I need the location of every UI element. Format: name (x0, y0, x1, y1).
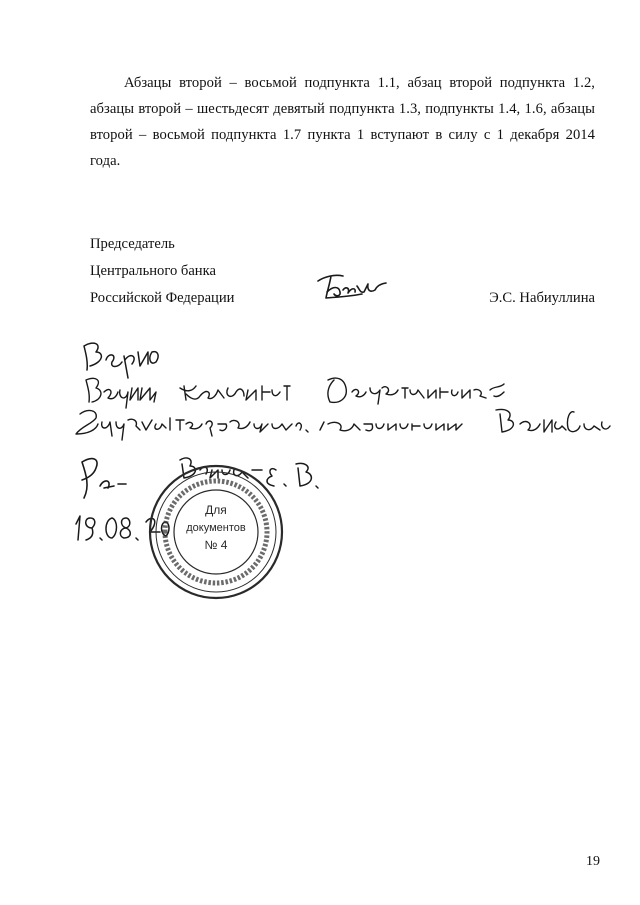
signatory-title-line-3: Российской Федерации (90, 290, 235, 306)
handwritten-line-department (76, 409, 610, 440)
stamp-text-line-2: документов (186, 522, 246, 534)
page-number: 19 (586, 854, 600, 869)
handwritten-line-position (86, 378, 504, 408)
stamp-text-line-3: № 4 (204, 538, 228, 552)
effective-date-paragraph: Абзацы второй – восьмой подпункта 1.1, абзац второй подпункта 1.2, абзацы второй – шестьдесят девятый подпункта 1.3, подпункты 1.4, 1.6, абзацы второй – восьмой подпункта 1.7 пункта 1 вступают в силу с 1 декабря 2014 года. (90, 75, 595, 169)
signatory-title-line-1: Председатель (90, 236, 175, 252)
round-seal-stamp (146, 462, 286, 602)
signatory-name: Э.С. Набиуллина (489, 290, 595, 306)
stamp-text-line-1: Для (205, 503, 227, 517)
handwritten-line-verno (84, 343, 158, 378)
signatory-title-line-2: Центрального банка (90, 263, 216, 279)
